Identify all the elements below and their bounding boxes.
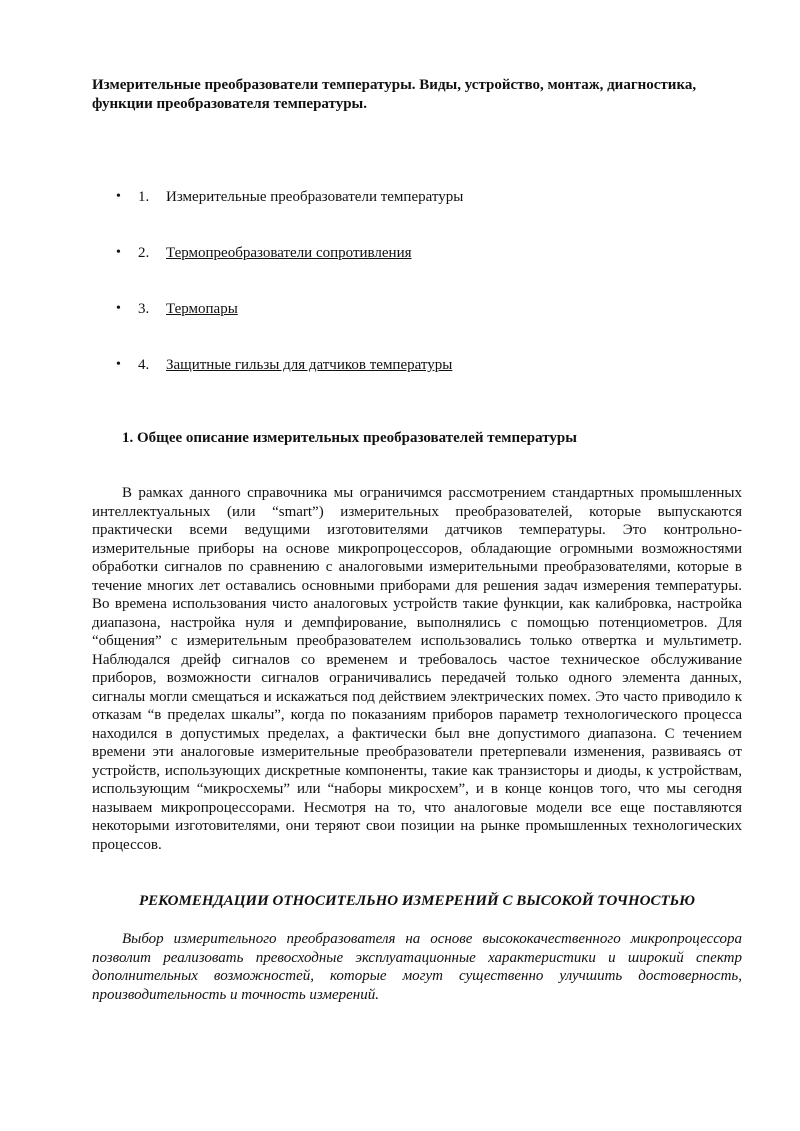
body-paragraph: В рамках данного справочника мы ограничимся рассмотрением стандартных промышленных интеллектуальных (или “smart”) измерительных преобразователей, которые выпускаются практически всеми ведущими изготовителями датчиков температуры. Это контрольно-измерительные приборы на основе микропроцессоров, обладающие огромными возможностями обработки сигналов по сравнению с аналоговыми измерительными преобразователями, которые в течение многих лет оставались основными приборами для решения задач измерения температуры. Во времена использования чисто аналоговых устройств такие функции, как калибровка, настройка диапазона, настройка нуля и демпфирование, выполнялись с помощью потенциометров. Для “общения” с измерительным преобразователем использовались только отвертка и мультиметр. Наблюдался дрейф сигналов со временем и требовалось частое техническое обслуживание приборов, возможности сигналов ограничивались передачей только одного элемента данных, сигналы могли смещаться и искажаться под действием электрических помех. Это часто приводило к отказам “в пределах шкалы”, когда по показаниям приборов параметр технологического процесса находился в допустимых пределах, а фактически был вне допустимого диапазона. С течением времени эти аналоговые измерительные преобразователи претерпевали изменения, развиваясь от устройств, использующих дискретные компоненты, такие как транзисторы и диоды, к устройствам, использующим “микросхемы” или “наборы микросхем”, и в конце концов того, что мы сегодня называем микропроцессорами. Несмотря на то, что аналоговые модели все еще поставляются некоторыми изготовителями, они теряют свои позиции на рынке промышленных технологических процессов. — [92, 485, 742, 853]
bullet-icon: • — [116, 189, 121, 204]
recommendations-heading: РЕКОМЕНДАЦИИ ОТНОСИТЕЛЬНО ИЗМЕРЕНИЙ С ВЫСОКОЙ ТОЧНОСТЬЮ — [139, 893, 695, 909]
toc-item-number: 4. — [138, 357, 150, 373]
table-of-contents — [116, 188, 716, 412]
bullet-icon: • — [116, 301, 121, 316]
toc-item-number: 3. — [138, 301, 150, 317]
toc-item-3 — [116, 300, 716, 356]
toc-item-1 — [116, 188, 716, 244]
toc-link-thermocouples[interactable]: Термопары — [166, 301, 238, 317]
section-heading: 1. Общее описание измерительных преобразователей температуры — [122, 430, 577, 446]
recommendations-paragraph: Выбор измерительного преобразователя на основе высококачественного микропроцессора позволит реализовать превосходные эксплуатационные характеристики и широкий спектр дополнительных возможностей, которые могут существенно улучшить достоверность, производительность и точность измерений. — [92, 931, 742, 1003]
toc-item-2 — [116, 244, 716, 300]
bullet-icon: • — [116, 357, 121, 372]
document-page — [92, 76, 742, 1003]
toc-link-thermowells[interactable]: Защитные гильзы для датчиков температуры — [166, 357, 453, 373]
document-title: Измерительные преобразователи температуры. Виды, устройство, монтаж, диагностика, функции преобразователя температуры. — [92, 77, 697, 112]
toc-item-4 — [116, 356, 716, 412]
bullet-icon: • — [116, 245, 121, 260]
toc-item-label: Измерительные преобразователи температуры — [166, 189, 464, 205]
toc-link-resistance-thermometers[interactable]: Термопреобразователи сопротивления — [166, 245, 412, 261]
toc-item-number: 2. — [138, 245, 150, 261]
toc-item-number: 1. — [138, 189, 150, 205]
